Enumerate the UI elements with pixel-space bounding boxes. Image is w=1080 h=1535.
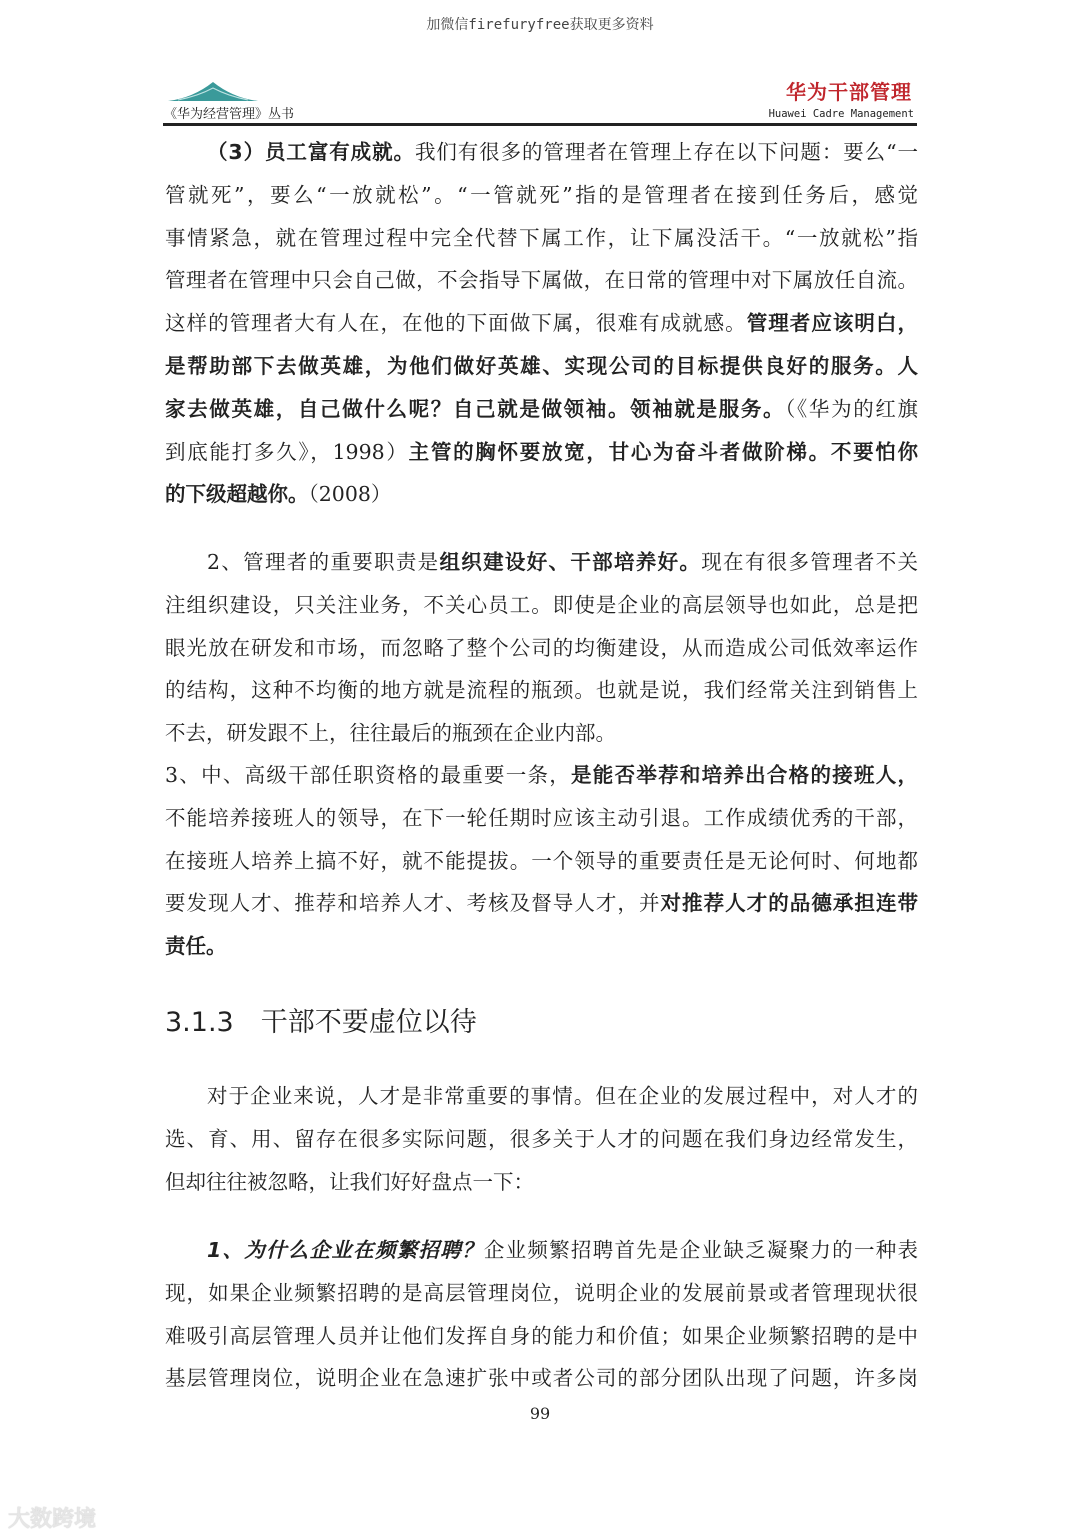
body-text: 不去，研发跟不上，往往最后的瓶颈在企业内部。 — [165, 721, 616, 746]
text-line — [165, 754, 918, 797]
text-line — [165, 1229, 918, 1272]
body-text: 的结构，这种不均衡的地方就是流程的瓶颈。也就是说，我们经常关注到销售上 — [165, 678, 918, 703]
body-text: 但却往往被忽略，让我们好好盘点一下： — [165, 1169, 534, 1194]
text-line — [165, 1272, 918, 1315]
text-line — [165, 1075, 918, 1118]
body-text: 难吸引高层管理人员并让他们发挥自身的能力和价值；如果企业频繁招聘的是中 — [165, 1323, 918, 1348]
text-line — [165, 712, 918, 755]
text-line — [165, 882, 918, 925]
paragraph-employee-achievement — [165, 131, 918, 516]
text-line — [165, 840, 918, 883]
book-title: 华为干部管理 — [786, 80, 912, 104]
text-line — [165, 302, 918, 345]
body-text: 我们有很多的管理者在管理上存在以下问题：要么“一 — [414, 140, 918, 164]
text-line — [165, 797, 918, 840]
body-text: 对于企业来说，人才是非常重要的事情。但在企业的发展过程中，对人才的 — [207, 1084, 918, 1108]
bold-text: 组织建设好、干部培养好。 — [439, 550, 702, 574]
body-text: （2008） — [308, 482, 392, 507]
bold-text: 家去做英雄，自己做什么呢？自己就是做领袖。领袖就是服务。 — [165, 396, 786, 421]
bold-text: 对推荐人才的品德承担连带 — [660, 891, 919, 916]
body-text: 选、育、用、留存在很多实际问题，很多关于人才的问题在我们身边经常发生， — [165, 1126, 918, 1151]
body-text: 3、中、高级干部任职资格的最重要一条， — [165, 763, 572, 787]
body-text: 2、管理者的重要职责是 — [207, 550, 440, 574]
paragraph-successor — [165, 754, 918, 968]
body-text: 注组织建设，只关注业务，不关心员工。即使是企业的高层领导也如此，总是把 — [165, 592, 918, 617]
text-line — [165, 627, 918, 670]
bold-text: 责任。 — [165, 934, 227, 959]
logo-mountain-icon — [168, 80, 258, 102]
top-watermark: 加微信firefuryfree获取更多资料 — [426, 17, 654, 33]
page-number: 99 — [529, 1404, 551, 1423]
body-text: 在接班人培养上搞不好，就不能提拔。一个领导的重要责任是无论何时、何地都 — [165, 848, 918, 873]
text-line — [165, 541, 918, 584]
bold-text: 是帮助部下去做英雄，为他们做好英雄、实现公司的目标提供良好的服务。人 — [165, 353, 918, 378]
bold-text: 是能否举荐和培养出合格的接班人， — [571, 763, 918, 787]
body-text: 到底能打多久》，1998） — [165, 439, 409, 464]
body-text: 要发现人才、推荐和培养人才、考核及督导人才，并 — [165, 891, 661, 916]
bold-text: 管理者应该明白， — [746, 311, 919, 336]
body-text: 管理者在管理中只会自己做，不会指导下属做，在日常的管理中对下属放任自流。 — [165, 268, 918, 293]
text-line — [165, 388, 918, 431]
text-line — [165, 217, 918, 260]
bold-text: 主管的胸怀要放宽，甘心为奋斗者做阶梯。不要怕你 — [408, 439, 919, 464]
body-text: 这样的管理者大有人在，在他的下面做下属，很难有成就感。 — [165, 311, 747, 336]
book-title-english: Huawei Cadre Management — [768, 108, 914, 120]
paragraph-talent-intro — [165, 1075, 918, 1203]
text-line — [165, 1161, 918, 1204]
bold-text: （3）员工富有成就。 — [207, 140, 415, 164]
body-text: （《华为的红旗 — [785, 396, 919, 421]
body-text: 企业频繁招聘首先是企业缺乏凝聚力的一种表 — [483, 1238, 918, 1262]
header-divider — [163, 123, 917, 126]
text-line — [165, 669, 918, 712]
paragraph-manager-duties — [165, 541, 918, 755]
text-line — [165, 259, 918, 302]
text-line — [165, 473, 918, 516]
bottom-watermark: 大数跨境 — [8, 1507, 97, 1532]
body-text: 现，如果企业频繁招聘的是高层管理岗位，说明企业的发展前景或者管理现状很 — [165, 1280, 918, 1305]
text-line — [165, 1315, 918, 1358]
text-line — [165, 1118, 918, 1161]
bold-text: 的下级超越你。 — [165, 482, 309, 507]
section-heading: 3.1.3 干部不要虚位以待 — [165, 1007, 477, 1038]
bold-text: 1、为什么企业在频繁招聘？ — [207, 1238, 484, 1262]
text-line — [165, 925, 918, 968]
text-line — [165, 345, 918, 388]
text-line — [165, 174, 918, 217]
text-line — [165, 1357, 918, 1400]
body-text: 事情紧急，就在管理过程中完全代替下属工作，让下属没活干。“一放就松”指 — [165, 225, 918, 250]
body-text: 不能培养接班人的领导，在下一轮任期时应该主动引退。工作成绩优秀的干部， — [165, 805, 918, 830]
paragraph-frequent-hiring — [165, 1229, 918, 1400]
body-text: 管就死”，要么“一放就松”。“一管就死”指的是管理者在接到任务后，感觉 — [165, 182, 918, 207]
body-text: 现在有很多管理者不关 — [701, 550, 919, 574]
series-title: 《华为经营管理》丛书 — [164, 107, 295, 122]
body-text: 眼光放在研发和市场，而忽略了整个公司的均衡建设，从而造成公司低效率运作 — [165, 635, 918, 660]
text-line — [165, 584, 918, 627]
text-line — [165, 131, 918, 174]
text-line — [165, 431, 918, 474]
body-text: 基层管理岗位，说明企业在急速扩张中或者公司的部分团队出现了问题，许多岗 — [165, 1366, 918, 1391]
